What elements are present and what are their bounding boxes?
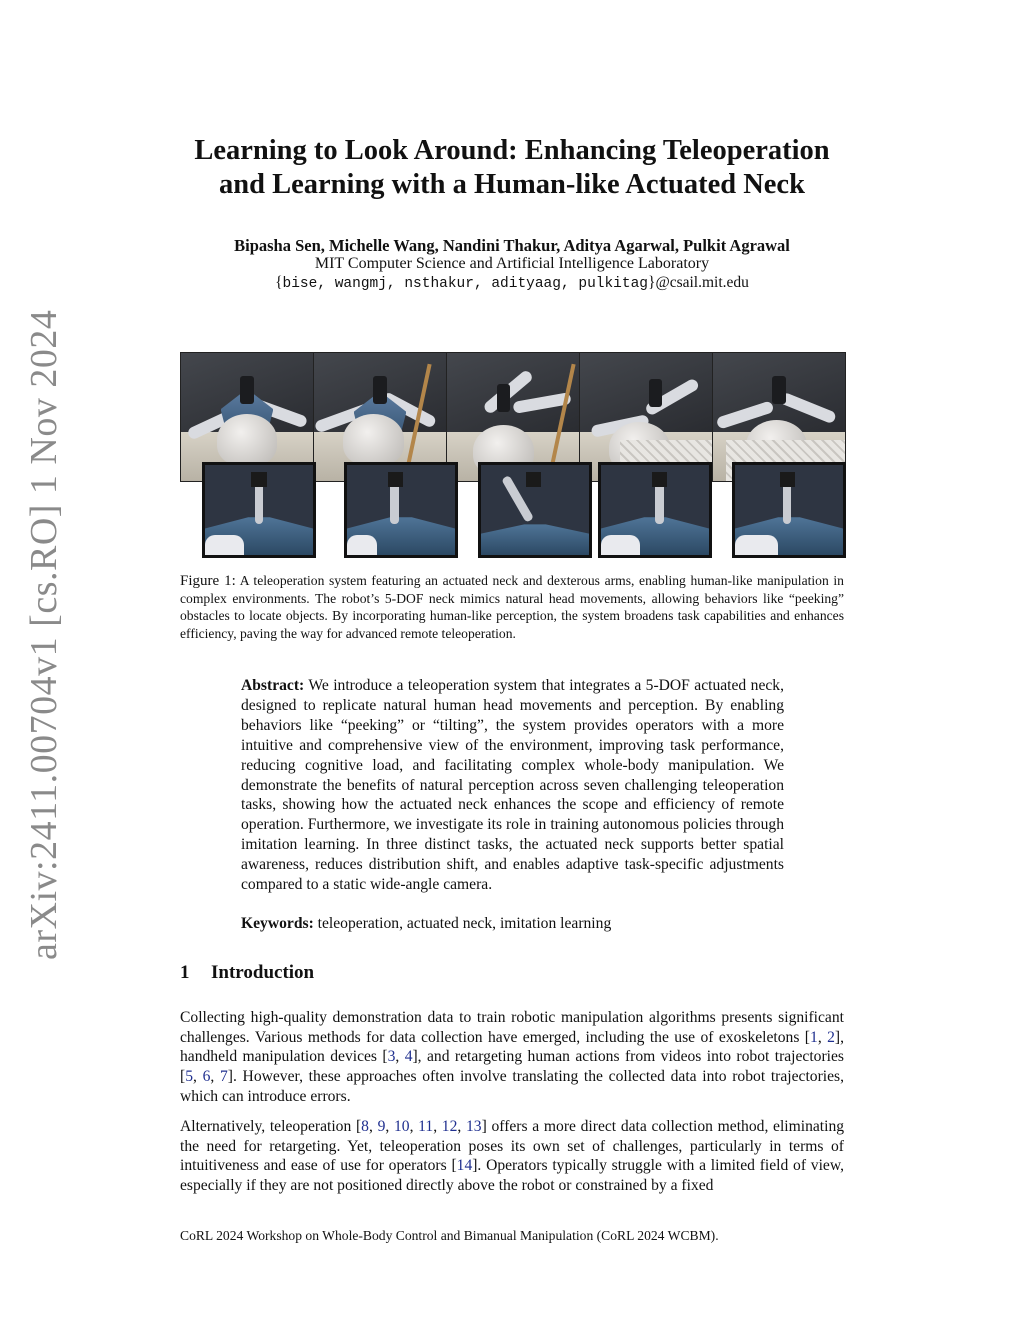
citation-link[interactable]: 7 xyxy=(219,1068,228,1086)
citation-link[interactable]: 11 xyxy=(418,1118,434,1135)
affiliation: MIT Computer Science and Artificial Intelligence Laboratory xyxy=(314,255,710,272)
keywords-text: teleoperation, actuated neck, imitation learning xyxy=(317,915,612,932)
figure-1-image-grid xyxy=(180,352,844,562)
keywords-label: Keywords: xyxy=(241,915,314,932)
citation-link[interactable]: 8 xyxy=(361,1118,369,1135)
abstract-label: Abstract: xyxy=(241,677,305,694)
email-brace-open: { xyxy=(275,274,283,291)
author-emails xyxy=(150,274,874,292)
abstract xyxy=(241,676,784,895)
citation-link[interactable]: 13 xyxy=(466,1118,482,1135)
figure-label: Figure 1: xyxy=(180,573,236,589)
citation-link[interactable]: 1 xyxy=(810,1028,818,1046)
title-line-2: and Learning with a Human-like Actuated Neck xyxy=(219,169,805,200)
section-title: Introduction xyxy=(211,962,315,983)
author-list: Bipasha Sen, Michelle Wang, Nandini Thakur, Aditya Agarwal, Pulkit Agrawal xyxy=(234,236,790,255)
title-line-1: Learning to Look Around: Enhancing Teleoperation xyxy=(194,135,830,166)
venue-footer: CoRL 2024 Workshop on Whole-Body Control and Bimanual Manipulation (CoRL 2024 WCBM). xyxy=(180,1228,719,1243)
citation-link[interactable]: 12 xyxy=(441,1118,458,1135)
paper-title xyxy=(150,134,874,202)
intro-paragraph-2: Alternatively, teleoperation [8, 9, 10, 11, 12, 13] offers a more direct data collection method, eliminating the need for retargeting. Yet, teleoperation poses its own set of challenges, particularly in terms of intuitiveness and ease of use for operators [14]. Operators typically struggle with a limited field of view, especially if they are not positioned directly above the robot or constrained by a fixed xyxy=(180,1118,845,1195)
figure-caption-text: A teleoperation system featuring an actuated neck and dexterous arms, enabling human-like manipulation in complex environments. The robot’s 5-DOF neck mimics natural head movements, allowing behaviors like “peeking” obstacles to locate objects. By incorporating human-like perception, the system broadens task capabilities and enhances efficiency, paving the way for advanced remote teleoperation. xyxy=(180,573,844,641)
keywords xyxy=(241,914,784,934)
email-domain: @csail.mit.edu xyxy=(655,274,749,291)
section-number: 1 xyxy=(180,962,190,983)
intro-paragraph-1: Collecting high-quality demonstration data to train robotic manipulation algorithms presents significant challenges. Various methods for data collection have emerged, including the use of exoskeletons [1, 2], handheld manipulation devices [3, 4], and retargeting human actions from videos into robot trajectories [5, 6, 7]. However, these approaches often involve translating the collected data into robot trajectories, which can introduce errors. xyxy=(180,1009,845,1105)
email-ids: bise, wangmj, nsthakur, adityaag, pulkitag xyxy=(282,276,648,292)
email-brace-close: } xyxy=(647,274,656,291)
citation-link[interactable]: 3 xyxy=(387,1048,396,1066)
abstract-text: We introduce a teleoperation system that integrates a 5-DOF actuated neck, designed to replicate natural human head movements and perception. By enabling behaviors like “peeking” or “tilting”, the system provides operators with a more intuitive and comprehensive view of the environment, improving task performance, reducing cognitive load, and facilitating complex whole-body manipulation. We demonstrate the benefits of natural perception across seven challenging teleoperation tasks, showing how the actuated neck enhances the scope and efficiency of remote operation. Furthermore, we investigate its role in training autonomous policies through imitation learning. In three distinct tasks, the actuated neck supports better spatial awareness, reduces distribution shift, and enables adaptive task-specific adjustments compared to a static wide-angle camera. xyxy=(241,677,784,894)
figure-photo-inset-3 xyxy=(478,462,592,558)
section-heading-introduction xyxy=(180,962,314,984)
citation-link[interactable]: 5 xyxy=(185,1068,193,1086)
arxiv-identifier-stamp: arXiv:2411.00704v1 [cs.RO] 1 Nov 2024 xyxy=(23,309,65,960)
citation-link[interactable]: 14 xyxy=(456,1157,473,1175)
figure-photo-inset-2 xyxy=(344,462,458,558)
figure-photo-inset-5 xyxy=(732,462,846,558)
citation-link[interactable]: 9 xyxy=(377,1118,386,1135)
figure-photo-inset-1 xyxy=(202,462,316,558)
citation-link[interactable]: 10 xyxy=(393,1118,410,1135)
figure-photo-inset-4 xyxy=(598,462,712,558)
citation-link[interactable]: 4 xyxy=(404,1048,413,1066)
figure-1-caption xyxy=(180,572,844,642)
citation-link[interactable]: 2 xyxy=(827,1028,835,1046)
citation-link[interactable]: 6 xyxy=(202,1068,211,1086)
